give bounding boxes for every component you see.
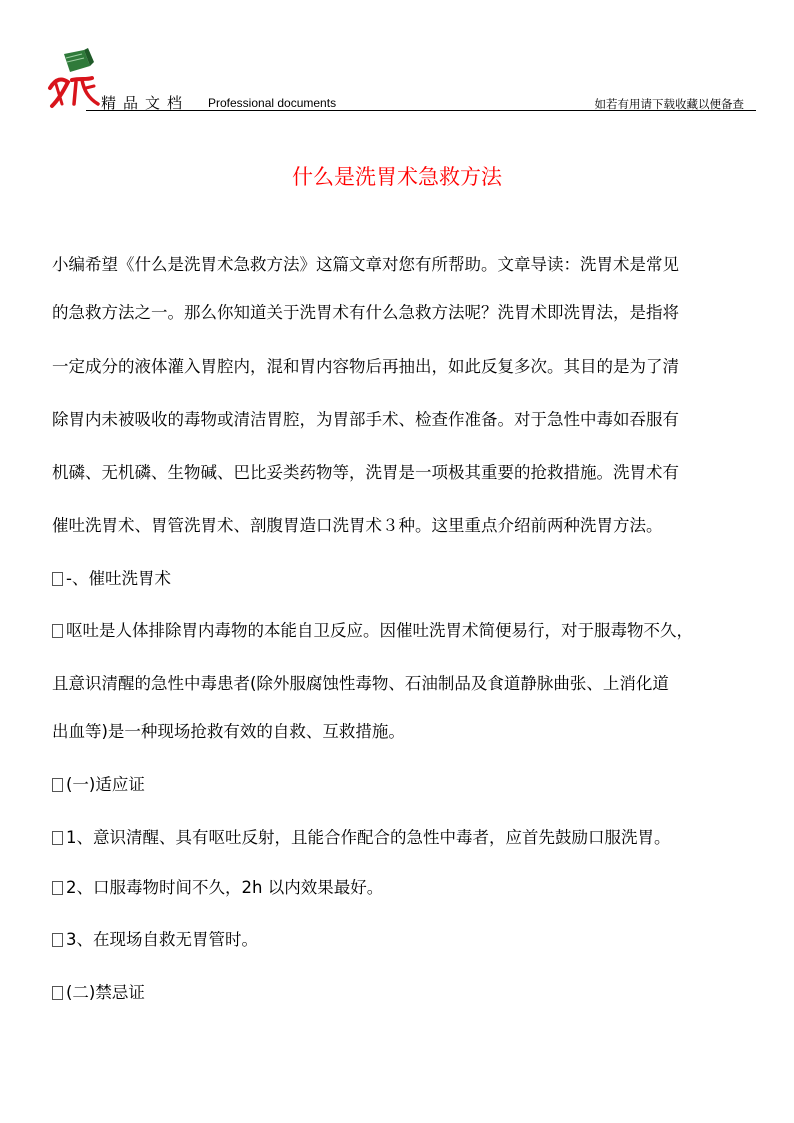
section-line: 出血等)是一种现场抢救有效的自救、互救措施。 — [52, 722, 405, 741]
brand-name-cn: 精品文档 — [101, 94, 190, 112]
header-divider — [86, 110, 756, 111]
bullet-box-icon — [52, 778, 63, 792]
bullet-box-icon — [52, 624, 63, 638]
page-header — [0, 0, 794, 120]
paragraph-line: 小编希望《什么是洗胃术急救方法》这篇文章对您有所帮助。文章导读：洗胃术是常见 — [52, 255, 679, 274]
subsection-heading: (二)禁忌证 — [52, 982, 145, 1004]
document-title: 什么是洗胃术急救方法 — [292, 165, 502, 189]
list-item: 1、意识清醒、具有呕吐反射，且能合作配合的急性中毒者，应首先鼓励口服洗胃。 — [52, 827, 671, 849]
section-heading: -、催吐洗胃术 — [52, 568, 171, 590]
paragraph-line: 机磷、无机磷、生物碱、巴比妥类药物等，洗胃是一项极其重要的抢救措施。洗胃术有 — [52, 463, 679, 482]
section-line: 呕吐是人体排除胃内毒物的本能自卫反应。因催吐洗胃术简便易行，对于服毒物不久， — [52, 620, 693, 642]
bullet-box-icon — [52, 572, 63, 586]
bullet-box-icon — [52, 933, 63, 947]
logo-icon — [46, 48, 102, 110]
paragraph-line: 的急救方法之一。那么你知道关于洗胃术有什么急救方法呢？洗胃术即洗胃法，是指将 — [52, 303, 679, 322]
section-line: 且意识清醒的急性中毒患者(除外服腐蚀性毒物、石油制品及食道静脉曲张、上消化道 — [52, 674, 669, 693]
list-item: 3、在现场自救无胃管时。 — [52, 929, 258, 951]
bullet-box-icon — [52, 831, 63, 845]
paragraph-line: 催吐洗胃术、胃管洗胃术、剖腹胃造口洗胃术３种。这里重点介绍前两种洗胃方法。 — [52, 516, 663, 535]
brand-name-en: Professional documents — [208, 96, 337, 110]
header-tagline: 如若有用请下载收藏以便备查 — [594, 97, 744, 111]
bullet-box-icon — [52, 986, 63, 1000]
paragraph-line: 除胃内未被吸收的毒物或清洁胃腔，为胃部手术、检查作准备。对于急性中毒如吞服有 — [52, 410, 679, 429]
bullet-box-icon — [52, 881, 63, 895]
subsection-heading: (一)适应证 — [52, 774, 145, 796]
paragraph-line: 一定成分的液体灌入胃腔内，混和胃内容物后再抽出，如此反复多次。其目的是为了清 — [52, 357, 679, 376]
list-item: 2、口服毒物时间不久，2h 以内效果最好。 — [52, 877, 383, 899]
